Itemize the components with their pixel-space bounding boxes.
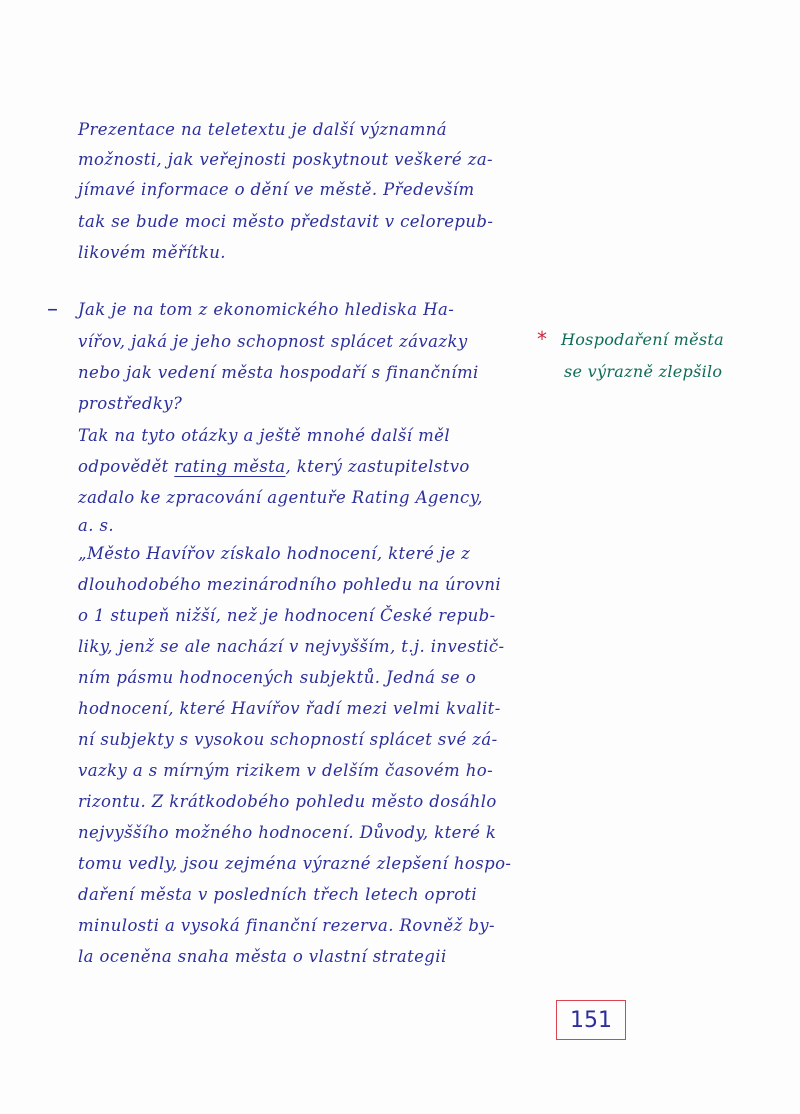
text-line: nebo jak vedení města hospodaří s finančními	[78, 363, 479, 382]
margin-note-line: se výrazně zlepšilo	[564, 362, 723, 381]
text-line: hodnocení, které Havířov řadí mezi velmi kvalit-	[78, 699, 501, 718]
text-line: možnosti, jak veřejnosti poskytnout veškeré za-	[78, 150, 494, 169]
text-line: jímavé informace o dění ve městě. Především	[78, 180, 475, 199]
text-line: rizontu. Z krátkodobého pohledu město dosáhlo	[78, 792, 497, 811]
text-line: la oceněna snaha města o vlastní strategii	[78, 947, 447, 966]
text-line: a. s.	[78, 516, 115, 535]
text-line: liky, jenž se ale nachází v nejvyšším, t.j. investič-	[78, 637, 505, 656]
text-line: vazky a s mírným rizikem v delším časovém ho-	[78, 761, 494, 780]
text-segment: , který zastupitelstvo	[285, 457, 470, 476]
margin-note-line: Hospodaření města	[561, 330, 724, 349]
text-line: Tak na tyto otázky a ještě mnohé další měl	[78, 426, 451, 445]
page-number: 151	[570, 1008, 612, 1033]
text-line: Prezentace na teletextu je další významná	[78, 120, 448, 139]
asterisk-icon: *	[537, 327, 547, 351]
text-line: tomu vedly, jsou zejména výrazné zlepšení hospo-	[78, 854, 512, 873]
text-line: zadalo ke zpracování agentuře Rating Agency,	[78, 488, 483, 507]
text-line: daření města v posledních třech letech oproti	[78, 885, 478, 904]
underlined-term: rating města	[174, 457, 286, 476]
text-line: ní subjekty s vysokou schopností splácet své zá-	[78, 730, 498, 749]
page-number-box	[556, 1000, 626, 1040]
text-segment: odpovědět	[78, 457, 175, 476]
text-line: dlouhodobého mezinárodního pohledu na úrovni	[78, 575, 502, 594]
text-line-with-underline	[78, 457, 470, 477]
text-line: „Město Havířov získalo hodnocení, které je z	[78, 544, 471, 563]
text-line: ním pásmu hodnocených subjektů. Jedná se o	[78, 668, 477, 687]
text-line: Jak je na tom z ekonomického hlediska Ha-	[78, 300, 455, 319]
text-line: nejvyššího možného hodnocení. Důvody, které k	[78, 823, 497, 842]
text-line: prostředky?	[78, 394, 183, 413]
text-line: likovém měřítku.	[78, 243, 226, 262]
text-line: minulosti a vysoká finanční rezerva. Rovněž by-	[78, 916, 495, 935]
text-line: tak se bude moci město představit v celorepub-	[78, 212, 494, 231]
text-line: o 1 stupeň nižší, než je hodnocení České repub-	[78, 606, 496, 625]
bullet-dash: –	[47, 297, 58, 322]
text-line: vířov, jaká je jeho schopnost splácet závazky	[78, 332, 468, 351]
